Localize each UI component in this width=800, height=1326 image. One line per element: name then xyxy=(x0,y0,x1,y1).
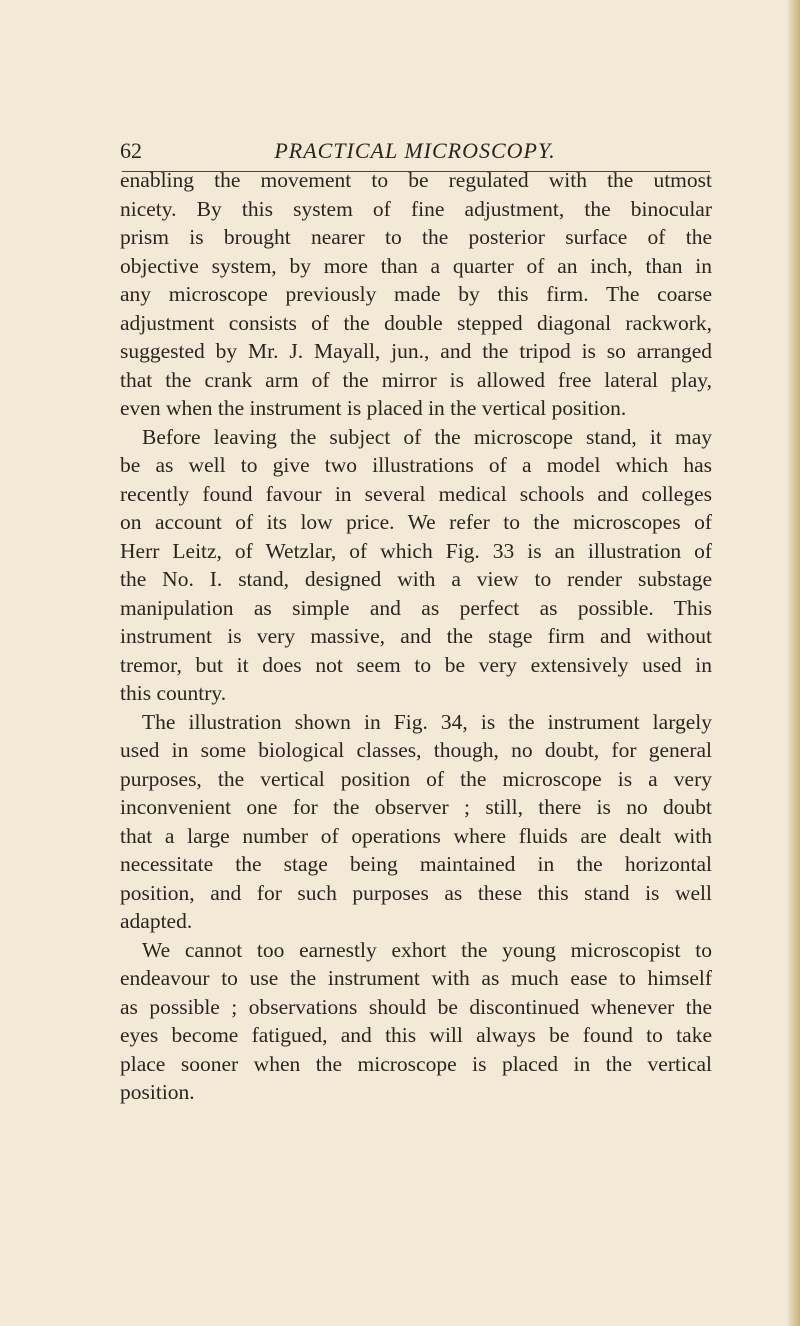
text-line: prism is brought nearer to the posterior surface of the xyxy=(120,225,712,249)
text-line: as possible ; observations should be discontinued whenever the xyxy=(120,994,712,1019)
text-line: enabling the movement to be regulated with the utmost xyxy=(120,168,712,192)
paragraph xyxy=(120,166,712,423)
text-line: adapted. xyxy=(120,909,193,933)
text-line: recently found favour in several medical schools and colleges xyxy=(120,481,712,506)
text-line: adjustment consists of the double stepped diagonal rackwork, xyxy=(120,310,712,335)
text-line: this country. xyxy=(120,681,227,705)
paragraph xyxy=(120,708,712,936)
text-line: any microscope previously made by this firm. The coarse xyxy=(120,282,712,306)
paragraph xyxy=(120,936,712,1107)
text-line: Herr Leitz, of Wetzlar, of which Fig. 33 is an illustration of xyxy=(120,538,712,563)
text-line: inconvenient one for the observer ; still, there is no doubt xyxy=(120,795,712,819)
text-line: endeavour to use the instrument with as much ease to himself xyxy=(120,966,712,990)
text-line: manipulation as simple and as perfect as possible. This xyxy=(120,595,712,620)
text-line: on account of its low price. We refer to the microscopes of xyxy=(120,510,712,534)
text-line: even when the instrument is placed in the vertical position. xyxy=(120,396,627,420)
text-line: tremor, but it does not seem to be very extensively used in xyxy=(120,652,712,677)
text-line: necessitate the stage being maintained in the horizontal xyxy=(120,852,712,876)
text-line: The illustration shown in Fig. 34, is the instrument largely xyxy=(142,709,712,734)
page-edge-shadow xyxy=(786,0,800,1326)
text-line: position, and for such purposes as these this stand is well xyxy=(120,880,712,905)
text-line: that the crank arm of the mirror is allowed free lateral play, xyxy=(120,367,712,392)
text-line: position. xyxy=(120,1080,195,1104)
text-line: Before leaving the subject of the microscope stand, it may xyxy=(142,424,712,449)
text-line: that a large number of operations where fluids are dealt with xyxy=(120,823,712,848)
text-line: We cannot too earnestly exhort the young microscopist to xyxy=(142,937,712,962)
text-line: nicety. By this system of fine adjustment, the binocular xyxy=(120,196,712,221)
text-line: purposes, the vertical position of the microscope is a very xyxy=(120,766,712,791)
text-line: objective system, by more than a quarter of an inch, than in xyxy=(120,253,712,278)
text-line: suggested by Mr. J. Mayall, jun., and the tripod is so arranged xyxy=(120,339,712,363)
body-text xyxy=(120,166,712,1107)
text-line: place sooner when the microscope is placed in the vertical xyxy=(120,1051,712,1076)
text-line: the No. I. stand, designed with a view to render substage xyxy=(120,567,712,591)
text-line: used in some biological classes, though, no doubt, for general xyxy=(120,738,712,762)
text-line: be as well to give two illustrations of a model which has xyxy=(120,453,712,477)
text-line: instrument is very massive, and the stage firm and without xyxy=(120,624,712,648)
paragraph xyxy=(120,423,712,708)
running-title: PRACTICAL MICROSCOPY. xyxy=(274,138,556,163)
text-line: eyes become fatigued, and this will always be found to take xyxy=(120,1023,712,1047)
running-header xyxy=(120,138,710,168)
page-number: 62 xyxy=(120,138,142,163)
